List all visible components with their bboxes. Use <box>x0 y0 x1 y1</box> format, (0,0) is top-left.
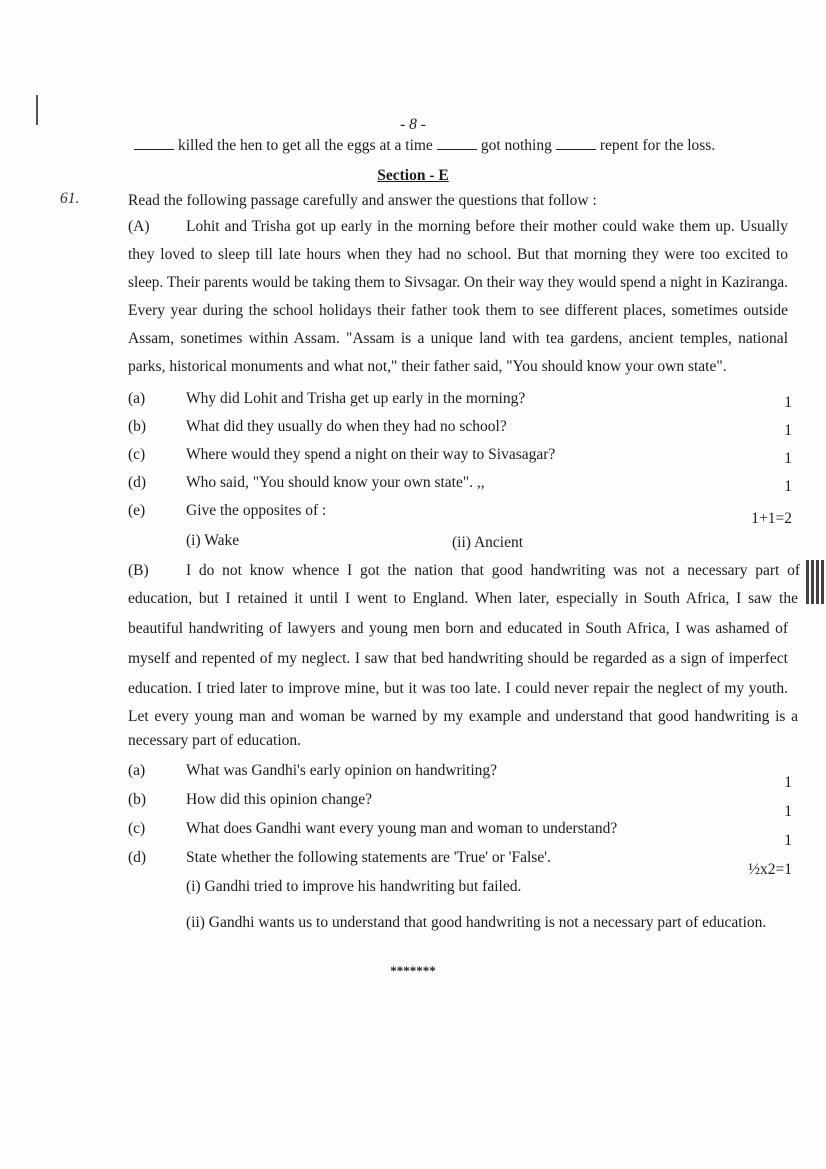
option-2: (ii) Ancient <box>452 534 524 551</box>
question-marks: 1 <box>784 394 792 411</box>
fill-part-1: killed the hen to get all the eggs at a time <box>178 137 433 154</box>
question-label: (a) <box>128 390 146 407</box>
question-text: Why did Lohit and Trisha get up early in the morning? <box>186 390 526 407</box>
statement-1: (i) Gandhi tried to improve his handwriting but failed. <box>186 878 522 895</box>
question-text: How did this opinion change? <box>186 791 372 808</box>
question-text: State whether the following statements are 'True' or 'False'. <box>186 849 551 866</box>
question-label: (b) <box>128 418 147 435</box>
passage-line: education, but I retained it until I went to England. When later, especially in South Africa, I saw the <box>128 590 798 607</box>
question-label: (c) <box>128 446 146 463</box>
question-text: What did they usually do when they had no school? <box>186 418 507 435</box>
passage-line: Every year during the school holidays their father took them to see different places, sometimes outside <box>128 302 788 319</box>
passage-line: education. I tried later to improve mine, but it was too late. I could never repair the neglect of my youth. <box>128 680 788 697</box>
passage-a-label: (A) <box>128 218 150 235</box>
question-marks: 1+1=2 <box>751 510 792 527</box>
question-label: (d) <box>128 849 147 866</box>
question-marks: 1 <box>784 832 792 849</box>
question-label: (a) <box>128 762 146 779</box>
statement-2: (ii) Gandhi wants us to understand that good handwriting is not a necessary part of education. <box>186 914 767 931</box>
question-text: What does Gandhi want every young man and woman to understand? <box>186 820 618 837</box>
question-marks: 1 <box>784 450 792 467</box>
passage-line: they loved to sleep till late hours when they had no school. But that morning they were too excited to <box>128 246 788 263</box>
qr-code <box>806 560 824 604</box>
fill-part-3: repent for the loss. <box>599 137 716 154</box>
passage-line: necessary part of education. <box>128 732 302 749</box>
passage-line: Lohit and Trisha got up early in the morning before their mother could wake them up. Usually <box>186 218 788 235</box>
question-text: Where would they spend a night on their way to Sivasagar? <box>186 446 556 463</box>
passage-line: sleep. Their parents would be taking them to Sivsagar. On their way they would spend a night in Kaziranga. <box>128 274 788 291</box>
passage-line: myself and repented of my neglect. I saw that bed handwriting should be regarded as a sign of imperfect <box>128 650 788 667</box>
question-marks: 1 <box>784 774 792 791</box>
question-marks: ½x2=1 <box>748 861 792 878</box>
question-label: (e) <box>128 502 146 519</box>
question-text: What was Gandhi's early opinion on handwriting? <box>186 762 497 779</box>
page-number: - 8 - <box>400 116 426 133</box>
passage-line: beautiful handwriting of lawyers and young men born and educated in South Africa, I was ashamed of <box>128 620 788 637</box>
passage-b-label: (B) <box>128 562 149 579</box>
passage-line: Let every young man and woman be warned by my example and understand that good handwriting is a <box>128 708 798 725</box>
question-label: (b) <box>128 791 147 808</box>
end-mark: ******* <box>390 963 436 978</box>
question-label: (c) <box>128 820 146 837</box>
option-1: (i) Wake <box>186 532 240 549</box>
question-marks: 1 <box>784 422 792 439</box>
question-text: Who said, "You should know your own state". ,, <box>186 474 485 491</box>
question-label: (d) <box>128 474 147 491</box>
passage-line: I do not know whence I got the nation that good handwriting was not a necessary part of <box>186 562 800 579</box>
section-title: Section - E <box>377 167 449 184</box>
question-number: 61. <box>60 190 80 207</box>
fill-in-line <box>130 137 715 155</box>
instruction: Read the following passage carefully and answer the questions that follow : <box>128 192 597 209</box>
question-text: Give the opposites of : <box>186 502 327 519</box>
question-marks: 1 <box>784 478 792 495</box>
fill-part-2: got nothing <box>480 137 552 154</box>
question-marks: 1 <box>784 803 792 820</box>
passage-line: parks, historical monuments and what not," their father said, "You should know your own state". <box>128 358 727 375</box>
passage-line: Assam, sonetimes within Assam. "Assam is a unique land with tea gardens, ancient temples, national <box>128 330 788 347</box>
